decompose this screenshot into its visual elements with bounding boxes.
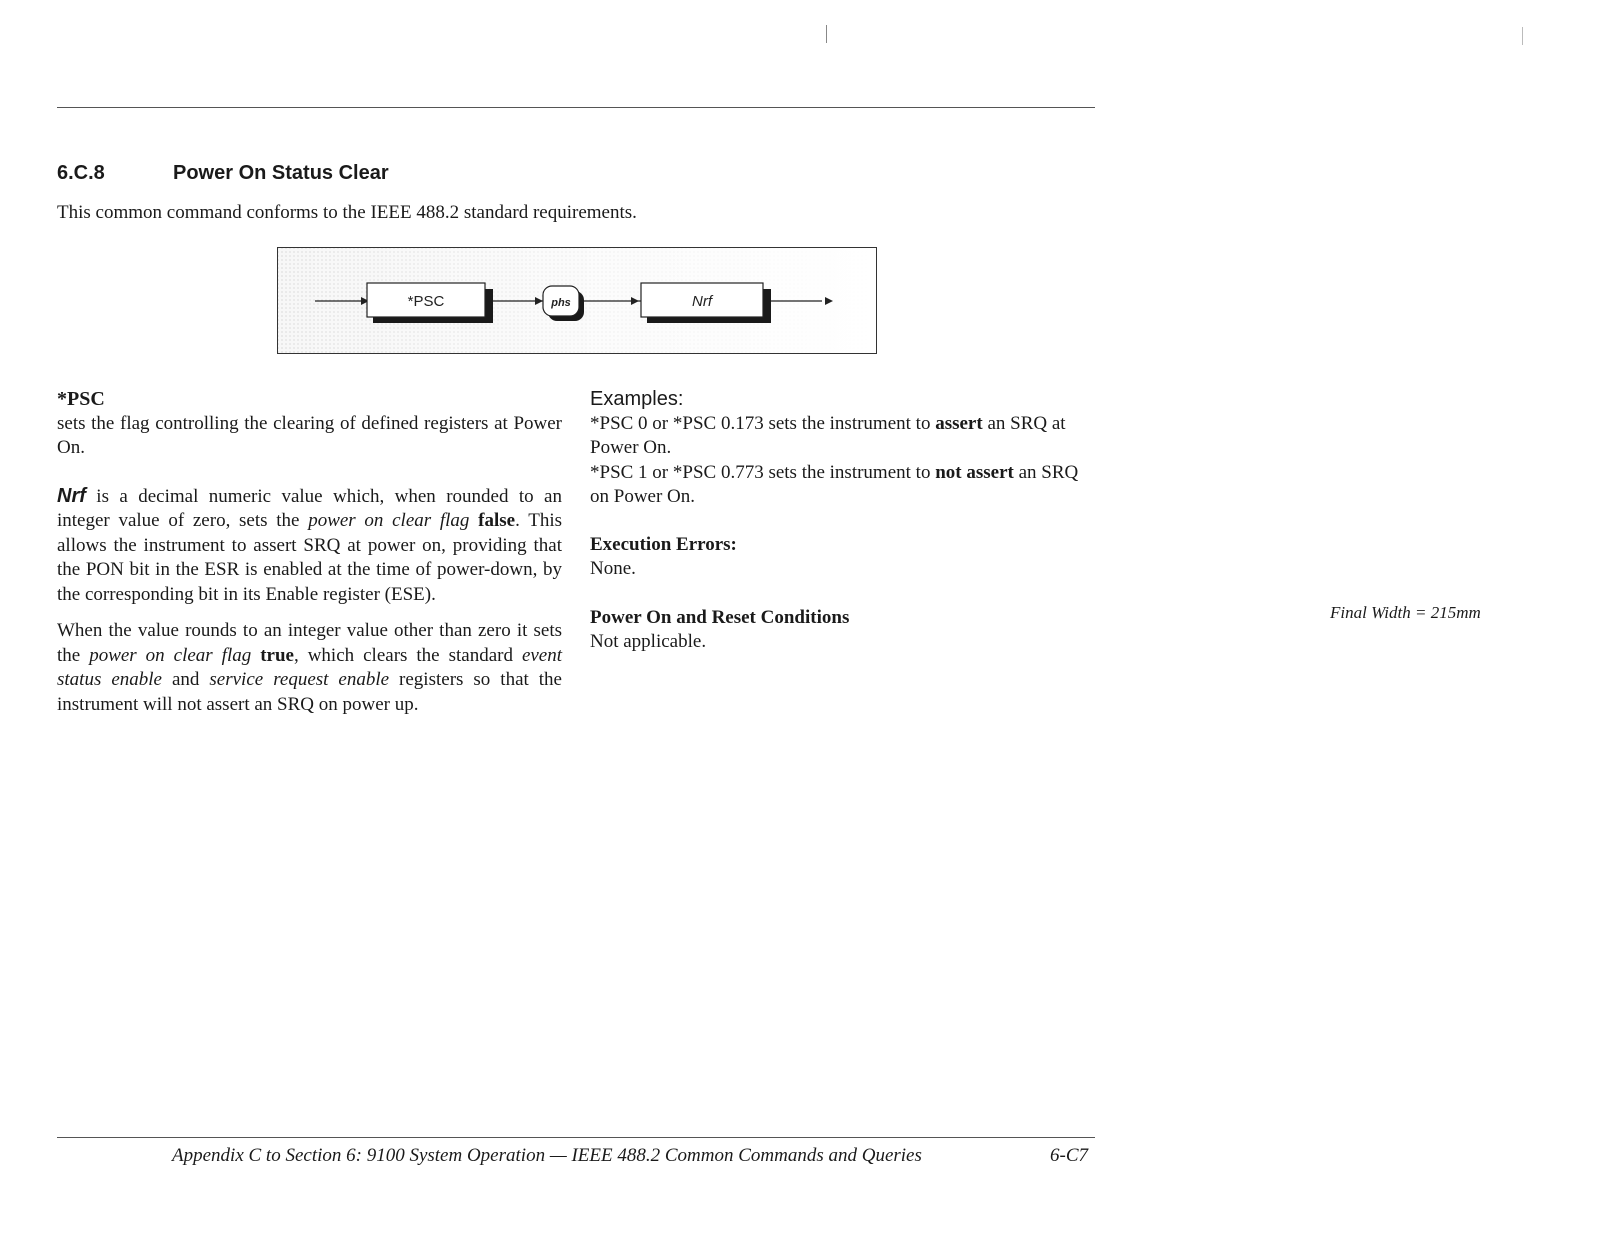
nonzero-paragraph: When the value rounds to an integer value other than zero it sets the power on clear flag true, which clears the standard event status enable and service request enable registers so that the instrument will not assert an SRQ on power up. xyxy=(57,620,563,715)
nrf-term: Nrf xyxy=(57,484,86,507)
section-number: 6.C.8 xyxy=(57,162,105,184)
header-rule xyxy=(57,107,1095,108)
corner-mark xyxy=(1522,27,1523,45)
psc-heading: *PSC xyxy=(57,388,105,410)
page-number: 6-C7 xyxy=(1050,1145,1088,1166)
psc-description: sets the flag controlling the clearing of defined registers at Power On. xyxy=(57,412,562,458)
parameter-box-label: Nrf xyxy=(692,293,712,310)
footer-rule xyxy=(57,1137,1095,1138)
final-width-note: Final Width = 215mm xyxy=(1330,603,1481,622)
right-column xyxy=(590,387,1095,655)
left-column xyxy=(57,387,562,717)
separator-label: phs xyxy=(551,297,571,309)
syntax-diagram xyxy=(277,247,877,354)
conditions-value: Not applicable. xyxy=(590,631,707,652)
command-box-label: *PSC xyxy=(407,293,445,310)
top-tick-mark xyxy=(826,25,827,43)
example-assert: *PSC 0 or *PSC 0.173 sets the instrument to assert an SRQ at Power On. xyxy=(590,412,1066,458)
nrf-paragraph: Nrf is a decimal numeric value which, when rounded to an integer value of zero, sets the power on clear flag false. This allows the instrument to assert SRQ at power on, providing that the PON bit in the ESR is enabled at the time of power-down, by the corresponding bit in its Enable register (ESE). xyxy=(57,484,562,605)
execution-errors-value: None. xyxy=(590,558,636,579)
section-title: Power On Status Clear xyxy=(173,162,389,184)
footer-text: Appendix C to Section 6: 9100 System Operation — IEEE 488.2 Common Commands and Queries xyxy=(172,1145,922,1166)
conditions-heading: Power On and Reset Conditions xyxy=(590,606,850,628)
examples-heading: Examples: xyxy=(590,388,684,410)
example-not-assert: *PSC 1 or *PSC 0.773 sets the instrument to not assert an SRQ on Power On. xyxy=(590,461,1079,507)
intro-text: This common command conforms to the IEEE 488.2 standard requirements. xyxy=(57,202,637,223)
execution-errors-heading: Execution Errors: xyxy=(590,533,737,555)
